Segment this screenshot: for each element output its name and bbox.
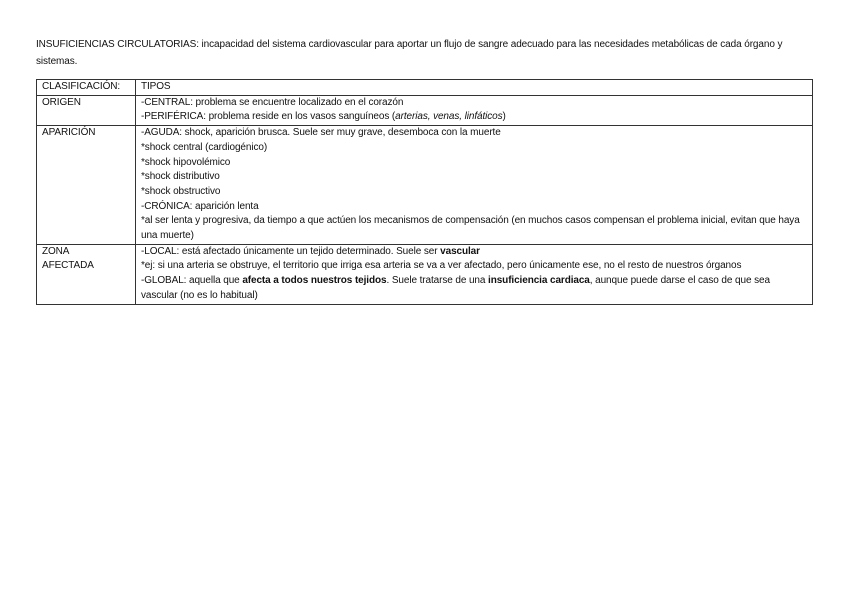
global-text-1: -GLOBAL: aquella que — [141, 275, 243, 287]
aparicion-line: *al ser lenta y progresiva, da tiempo a que actúen los mecanismos de compensación (en muchos casos compensan el problema inicial, evitan que haya una muerte) — [141, 215, 800, 242]
aparicion-line: *shock obstructivo — [141, 185, 221, 197]
header-types: TIPOS — [136, 80, 813, 96]
aparicion-line: *shock central (cardiogénico) — [141, 141, 268, 153]
periferica-close: ) — [502, 111, 506, 123]
aparicion-line: -AGUDA: shock, aparición brusca. Suele ser muy grave, desemboca con la muerte — [141, 127, 501, 139]
row-content-zona — [136, 244, 813, 304]
zona-ejemplo: *ej: si una arteria se obstruye, el territorio que irriga esa arteria se va a ver afectado, pero únicamente ese, no el resto de nuestros órganos — [141, 260, 742, 272]
classification-table — [36, 79, 813, 305]
local-text: -LOCAL: está afectado únicamente un tejido determinado. Suele ser — [141, 245, 441, 257]
zona-label-2: AFECTADA — [42, 260, 94, 272]
zona-label-1: ZONA — [42, 245, 70, 257]
table-row-aparicion — [37, 126, 813, 245]
origen-periferica — [141, 110, 807, 125]
intro-paragraph: INSUFICIENCIAS CIRCULATORIAS: incapacidad del sistema cardiovascular para aportar un flujo de sangre adecuado para las necesidades metabólicas de cada órgano y sistemas. — [36, 39, 783, 67]
periferica-italic-text: arterias, venas, linfáticos — [395, 111, 503, 123]
global-bold-2: insuficiencia cardiaca — [488, 275, 590, 287]
aparicion-line: -CRÓNICA: aparición lenta — [141, 200, 259, 212]
origen-central: -CENTRAL: problema se encuentre localizado en el corazón — [141, 96, 404, 108]
global-bold-1: afecta a todos nuestros tejidos — [242, 275, 387, 287]
zona-local — [141, 245, 807, 260]
table-row-origen — [37, 95, 813, 125]
aparicion-line: *shock distributivo — [141, 171, 220, 183]
row-content-origen — [136, 95, 813, 125]
aparicion-line: *shock hipovolémico — [141, 156, 231, 168]
local-bold-text: vascular — [440, 245, 480, 257]
periferica-text: -PERIFÉRICA: problema reside en los vasos sanguíneos ( — [141, 111, 396, 123]
zona-global — [141, 274, 807, 303]
row-label-origen: ORIGEN — [37, 95, 136, 125]
row-label-aparicion: APARICIÓN — [37, 126, 136, 245]
global-text-2: . Suele tratarse de una — [386, 275, 489, 287]
table-row-zona — [37, 244, 813, 304]
document-page — [36, 36, 812, 305]
global-text-3: , aunque puede darse el caso de que sea vascular (no es lo habitual) — [141, 275, 770, 301]
header-classification: CLASIFICACIÓN: — [37, 80, 136, 96]
table-header-row — [37, 80, 813, 96]
row-content-aparicion — [136, 126, 813, 245]
row-label-zona — [37, 244, 136, 304]
